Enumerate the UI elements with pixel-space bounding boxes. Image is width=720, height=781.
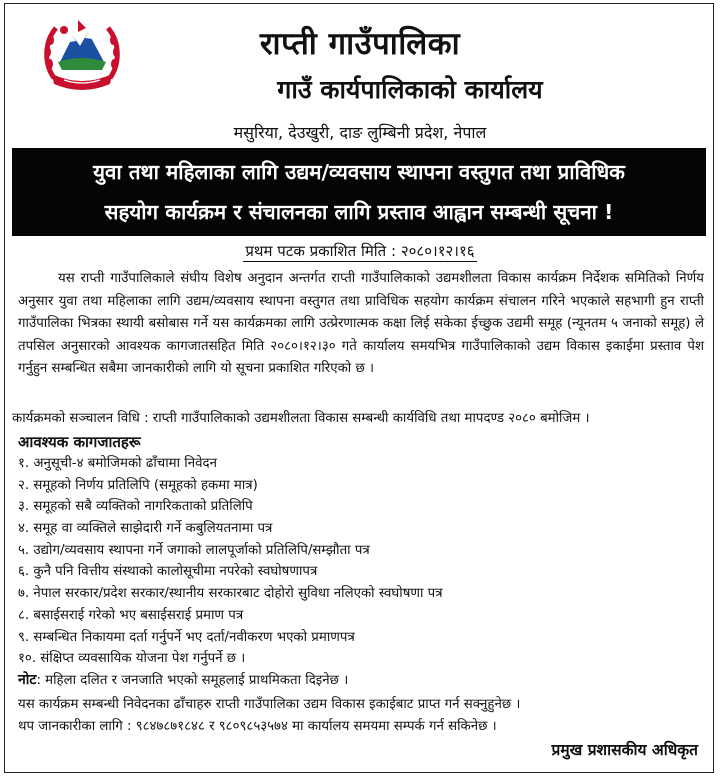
list-item: १. अनुसूची-४ बमोजिमको ढाँचामा निवेदन [18,456,217,471]
list-item: ४. समूह वा व्यक्तिले साझेदारी गर्ने कबुलियतनामा पत्र [18,521,273,537]
published-date-text: प्रथम पटक प्रकाशित मिति : २०८०।१२।१६ [245,242,475,260]
contact-info: थप जानकारीका लागि : ९८४७८७१८४८ र ९८०९८५३५७४ मा कार्यालय समयमा सम्पर्क गर्न सकिनेछ । [18,719,497,734]
list-item: ६. कुनै पनि वित्तीय संस्थाको कालोसूचीमा नपरेको स्वघोषणापत्र [18,564,318,580]
list-item: ८. बसाईसराई गरेको भए बसाईसराई प्रमाण पत्र [18,607,244,623]
office-address: मसुरिया, देउखुरी, दाङ लुम्बिनी प्रदेश, नेपाल [233,123,487,142]
list-item: ७. नेपाल सरकार/प्रदेश सरकार/स्थानीय सरकारबाट दोहोरो सुविधा नलिएको स्वघोषणा पत्र [18,586,443,602]
notice-title-banner [12,148,706,236]
required-documents-list [18,453,443,670]
org-name: राप्ती गाउँपालिका [259,26,461,62]
notice-body-text: यस राप्ती गाउँपालिकाले संघीय विशेष अनुदान अन्तर्गत राप्ती गाउँपालिकाको उद्यमशीलता विकास कार्यक्रम निर्देशक समितिको निर्णय अनुसार युवा तथा महिलाका लागि उद्यम/व्यवसाय स्थापना वस्तुगत तथा प्राविधिक सहयोग कार्यक्रम संचालन गरिने भएकाले सहभागी हुन राप्ती गाउँपालिका भित्रका स्थायी बसोबास गर्ने यस कार्यक्रमका लागि उत्प्रेरणात्मक कक्षा लिई सकेका ईच्छुक उद्यमी समूह (न्यूनतम ५ जनाको समूह) ले तपसिल अनुसारको आवश्यक कागजातसहित मिति २०८०।१२।३० गते कार्यालय समयभित्र गाउँपालिकाको उद्यम विकास इकाईमा प्रस्ताव पेश गर्नुहुन सम्बन्धित सबैमा जानकारीको लागि यो सूचना प्रकाशित गरिएको छ । [18,271,704,377]
published-date [0,241,720,261]
required-documents-heading: आवश्यक कागजातहरू [18,433,141,451]
list-item: ९. सम्बन्धित निकायमा दर्ता गर्नुपर्ने भए दर्ता/नवीकरण भएको प्रमाणपत्र [18,629,355,645]
note-label: नोट [18,672,37,688]
list-item: ३. समूहको सबै व्यक्तिको नागरिकताको प्रतिलिपि [18,499,253,515]
list-item: २. समूहको निर्णय प्रतिलिपि (समूहको हकमा मात्र) [18,477,258,493]
signatory-title: प्रमुख प्रशासकीय अधिकृत [551,741,698,759]
note-text: : महिला दलित र जनजाति भएको समूहलाई प्राथमिकता दिइनेछ । [36,673,349,688]
note [18,670,348,689]
office-name: गाउँ कार्यपालिकाको कार्यालय [277,75,543,104]
notice-title-line-2: सहयोग कार्यक्रम र संचालनका लागि प्रस्ताव आह्वान सम्बन्धी सूचना ! [104,200,614,224]
list-item: ५. उद्योग/व्यवसाय स्थापना गर्ने जगाको लालपूर्जाको प्रतिलिपि/सम्झौता पत्र [18,542,370,558]
form-availability-info: यस कार्यक्रम सम्बन्धी निवेदनका ढाँचाहरु राप्ती गाउँपालिका उद्यम विकास इकाईबाट प्राप्त गर्न सक्नुहुनेछ । [18,697,521,712]
notice-title-line-1: युवा तथा महिलाका लागि उद्यम/व्यवसाय स्थापना वस्तुगत तथा प्राविधिक [93,160,625,184]
list-item: १०. संक्षिप्त व्यवसायिक योजना पेश गर्नुपर्ने छ । [18,651,246,667]
operation-procedure: कार्यक्रमको सञ्चालन विधि : राप्ती गाउँपालिकाको उद्यमशीलता विकास सम्बन्धी कार्यविधि तथा मापदण्ड २०८० बमोजिम । [12,411,590,426]
notice-body [18,268,704,381]
